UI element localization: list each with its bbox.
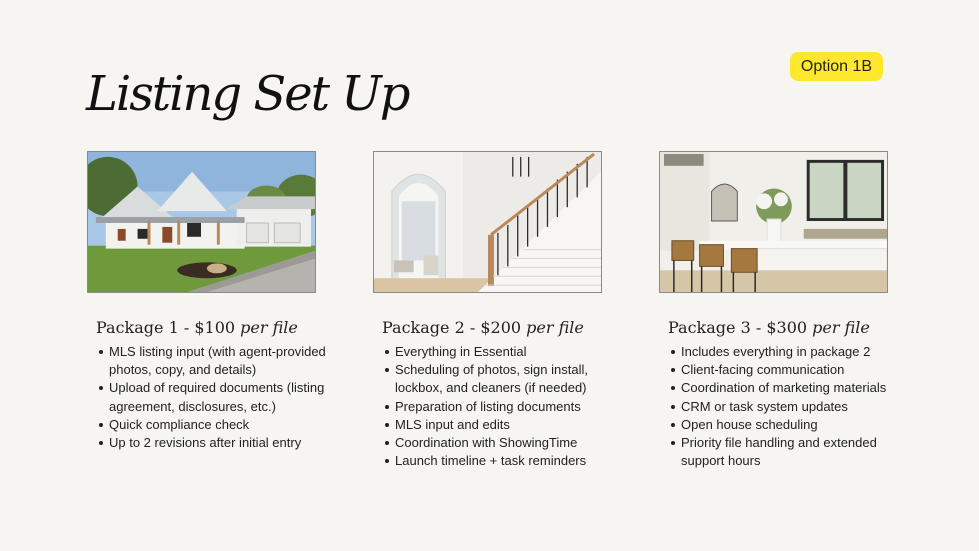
list-item: MLS listing input (with agent-provided photos, copy, and details) xyxy=(109,343,346,379)
house-exterior-image xyxy=(87,151,316,293)
list-item: Up to 2 revisions after initial entry xyxy=(109,434,346,452)
package-1-features xyxy=(96,343,346,452)
package-1-title: Package 1 - $100 per file xyxy=(96,318,298,337)
list-item: Coordination of marketing materials xyxy=(681,379,918,397)
list-item: Open house scheduling xyxy=(681,416,918,434)
list-item: Includes everything in package 2 xyxy=(681,343,918,361)
list-item: Quick compliance check xyxy=(109,416,346,434)
package-1 xyxy=(96,318,346,452)
list-item: Priority file handling and extended support hours xyxy=(681,434,918,470)
package-2 xyxy=(382,318,632,470)
list-item: Coordination with ShowingTime xyxy=(395,434,632,452)
list-item: Everything in Essential xyxy=(395,343,632,361)
list-item: MLS input and edits xyxy=(395,416,632,434)
package-3-features xyxy=(668,343,918,470)
option-badge: Option 1B xyxy=(790,52,883,81)
list-item: Launch timeline + task reminders xyxy=(395,452,632,470)
list-item: CRM or task system updates xyxy=(681,398,918,416)
package-3 xyxy=(668,318,918,470)
list-item: Upload of required documents (listing agreement, disclosures, etc.) xyxy=(109,379,346,415)
page-title: Listing Set Up xyxy=(86,66,409,122)
staircase-interior-image xyxy=(373,151,602,293)
list-item: Scheduling of photos, sign install, lockbox, and cleaners (if needed) xyxy=(395,361,632,397)
package-3-title: Package 3 - $300 per file xyxy=(668,318,870,337)
list-item: Preparation of listing documents xyxy=(395,398,632,416)
list-item: Client-facing communication xyxy=(681,361,918,379)
kitchen-interior-image xyxy=(659,151,888,293)
package-2-title: Package 2 - $200 per file xyxy=(382,318,584,337)
package-2-features xyxy=(382,343,632,470)
